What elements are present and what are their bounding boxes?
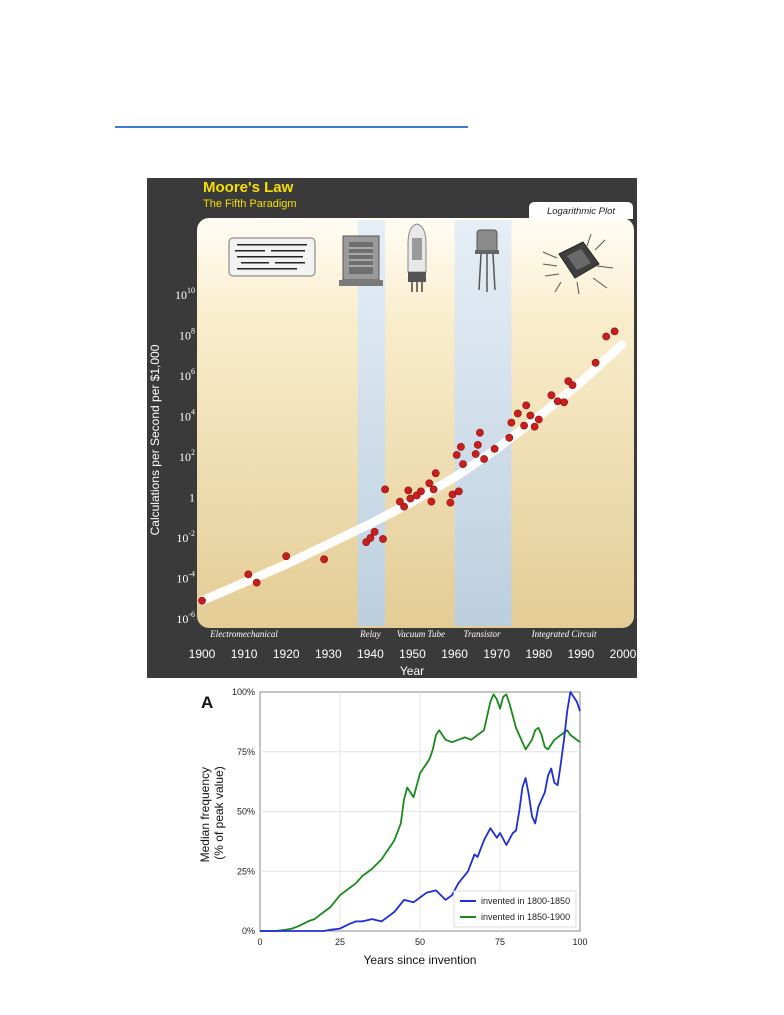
x-tick-label: 1910 bbox=[230, 647, 258, 661]
x-tick-label: 1990 bbox=[567, 647, 595, 661]
data-point bbox=[535, 416, 542, 423]
y-tick-exponent: 8 bbox=[191, 326, 195, 336]
y-tick-base: 10 bbox=[179, 369, 191, 383]
y-tick-base: 10 bbox=[179, 409, 191, 424]
data-point bbox=[592, 359, 599, 366]
punch-card-illustration bbox=[229, 238, 315, 276]
data-point bbox=[508, 419, 515, 426]
x-tick-label: 0 bbox=[257, 937, 263, 947]
era-label: Relay bbox=[360, 629, 381, 639]
moores-law-chart bbox=[147, 178, 637, 678]
x-tick-label: 75 bbox=[494, 937, 506, 947]
data-point bbox=[245, 571, 252, 578]
x-tick-label: 1960 bbox=[441, 647, 468, 661]
vacuum-tube-illustration bbox=[408, 224, 426, 292]
y-tick-label: 100% bbox=[231, 687, 255, 697]
y-tick-label bbox=[176, 570, 195, 586]
y-tick-exponent: 6 bbox=[191, 367, 195, 376]
x-tick-label: 25 bbox=[334, 937, 346, 947]
data-point bbox=[198, 597, 205, 604]
x-tick-label: 1950 bbox=[399, 647, 426, 661]
data-point bbox=[253, 579, 260, 586]
x-tick-label: 2000 bbox=[609, 647, 637, 661]
x-tick-label: 1930 bbox=[314, 647, 342, 661]
data-point bbox=[474, 441, 481, 448]
y-tick-base: 10 bbox=[179, 450, 191, 464]
legend-label-1850-1900: invented in 1850-1900 bbox=[481, 912, 571, 922]
x-tick-label: 100 bbox=[572, 937, 588, 947]
moore-subtitle: The Fifth Paradigm bbox=[203, 198, 297, 210]
y-tick-base: 10 bbox=[176, 612, 189, 626]
era-label: Electromechanical bbox=[210, 629, 278, 639]
y-tick-label bbox=[179, 327, 195, 343]
data-point bbox=[447, 499, 454, 506]
data-point bbox=[531, 423, 538, 430]
data-point bbox=[371, 528, 378, 535]
x-tick-label: 1900 bbox=[188, 647, 216, 661]
y-tick-exponent: 4 bbox=[191, 407, 195, 417]
data-point bbox=[554, 398, 561, 405]
y-tick-label: 25% bbox=[236, 866, 255, 877]
data-point bbox=[548, 392, 555, 399]
y-tick-base: 10 bbox=[176, 571, 189, 586]
data-point bbox=[405, 487, 412, 494]
y-tick-base: 10 bbox=[179, 328, 191, 343]
y-tick-exponent: -4 bbox=[188, 569, 195, 579]
data-point bbox=[417, 488, 424, 495]
data-point bbox=[459, 461, 466, 468]
y-tick-label: 75% bbox=[236, 746, 255, 757]
data-point bbox=[476, 429, 483, 436]
data-point bbox=[506, 434, 513, 441]
legend bbox=[454, 891, 576, 927]
era-label: Transistor bbox=[463, 629, 501, 639]
data-point bbox=[491, 445, 498, 452]
y-tick-label bbox=[179, 408, 195, 424]
data-point bbox=[561, 399, 568, 406]
data-point bbox=[379, 535, 386, 542]
y-tick-label bbox=[175, 286, 195, 302]
y-tick-exponent: 10 bbox=[187, 286, 195, 295]
data-point bbox=[514, 410, 521, 417]
era-label: Integrated Circuit bbox=[531, 629, 597, 639]
era-label: Vacuum Tube bbox=[396, 629, 446, 639]
y-tick-label bbox=[176, 529, 195, 545]
data-point bbox=[481, 455, 488, 462]
frequency-line-chart bbox=[195, 683, 595, 965]
x-tick-label: 50 bbox=[414, 937, 426, 947]
data-point bbox=[453, 451, 460, 458]
data-point bbox=[603, 333, 610, 340]
y-tick-exponent: -2 bbox=[188, 529, 195, 538]
y-tick-exponent: -6 bbox=[188, 610, 195, 619]
data-point bbox=[611, 328, 618, 335]
relay-illustration bbox=[339, 236, 383, 286]
y-tick-label bbox=[176, 610, 195, 626]
y-tick-label: 1 bbox=[189, 490, 195, 505]
top-divider-line bbox=[115, 126, 468, 128]
data-point bbox=[321, 556, 328, 563]
data-point bbox=[382, 486, 389, 493]
x-tick-label: 1980 bbox=[525, 647, 553, 661]
x-axis-label: Years since invention bbox=[363, 953, 477, 965]
y-tick-label bbox=[179, 448, 195, 464]
moore-y-axis-label: Calculations per Second per $1,000 bbox=[148, 344, 162, 536]
data-point bbox=[430, 486, 437, 493]
data-point bbox=[428, 498, 435, 505]
legend-label-1800-1850: invented in 1800-1850 bbox=[481, 896, 571, 906]
data-point bbox=[367, 534, 374, 541]
data-point bbox=[432, 470, 439, 477]
y-tick-label: 0% bbox=[241, 926, 255, 936]
data-point bbox=[523, 402, 530, 409]
data-point bbox=[569, 382, 576, 389]
y-tick-label bbox=[179, 367, 195, 383]
moore-title: Moore's Law bbox=[203, 179, 294, 196]
y-tick-label: 50% bbox=[236, 806, 255, 817]
data-point bbox=[472, 450, 479, 457]
data-point bbox=[283, 553, 290, 560]
y-tick-base: 10 bbox=[176, 531, 189, 545]
y-tick-exponent: 2 bbox=[191, 448, 195, 457]
data-point bbox=[455, 488, 462, 495]
era-band-1 bbox=[455, 220, 512, 626]
y-axis-label bbox=[198, 764, 226, 863]
y-axis-label-line-1: Median frequency bbox=[198, 766, 212, 863]
data-point bbox=[527, 412, 534, 419]
data-point bbox=[401, 503, 408, 510]
data-point bbox=[426, 480, 433, 487]
data-point bbox=[457, 443, 464, 450]
x-tick-label: 1940 bbox=[357, 647, 384, 661]
moore-x-axis-label: Year bbox=[399, 664, 425, 678]
panel-label: A bbox=[201, 693, 214, 712]
y-tick-base: 10 bbox=[175, 288, 187, 302]
y-axis-label-line-2: (% of peak value) bbox=[212, 766, 226, 860]
x-tick-label: 1920 bbox=[272, 647, 300, 661]
log-plot-label: Logarithmic Plot bbox=[546, 206, 616, 217]
moores-law-svg bbox=[147, 178, 637, 678]
data-point bbox=[521, 422, 528, 429]
x-tick-label: 1970 bbox=[483, 647, 511, 661]
